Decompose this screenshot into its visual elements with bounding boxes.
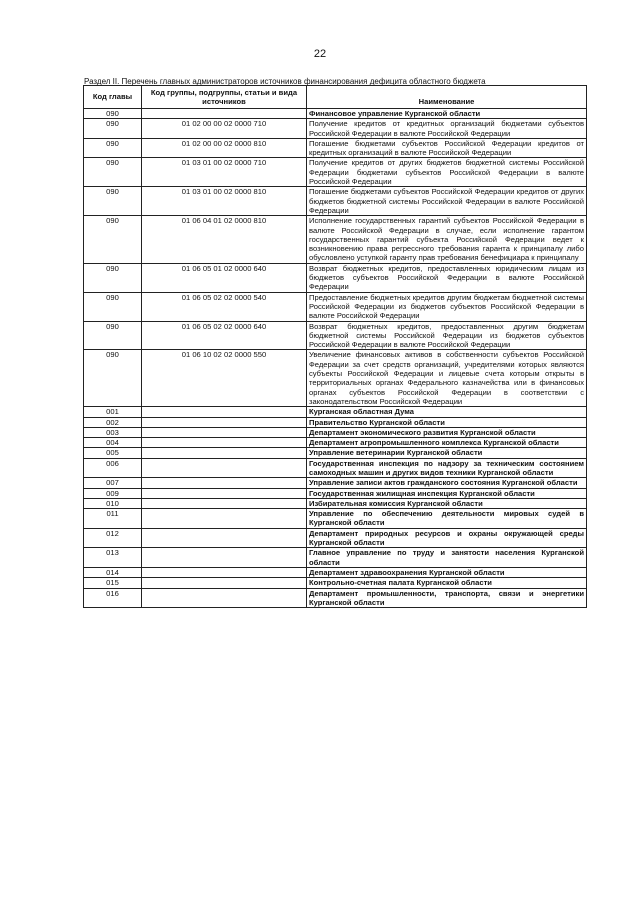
header-name: Наименование bbox=[307, 86, 587, 109]
table-row bbox=[84, 448, 587, 458]
table-row bbox=[84, 438, 587, 448]
administrator-name: Управление ветеринарии Курганской области bbox=[307, 448, 587, 458]
chapter-code: 090 bbox=[84, 321, 142, 350]
administrator-name: Департамент агропромышленного комплекса Курганской области bbox=[307, 438, 587, 448]
administrator-name: Предоставление бюджетных кредитов другим бюджетам бюджетной системы Российской Федерации из бюджетов субъектов Российской Федерации в валюте Российской Федерации bbox=[307, 292, 587, 321]
administrator-name: Департамент природных ресурсов и охраны окружающей среды Курганской области bbox=[307, 528, 587, 548]
source-code bbox=[142, 528, 307, 548]
source-code: 01 02 00 00 02 0000 810 bbox=[142, 138, 307, 158]
chapter-code: 090 bbox=[84, 138, 142, 158]
table-row bbox=[84, 528, 587, 548]
table-row bbox=[84, 138, 587, 158]
table-row bbox=[84, 498, 587, 508]
chapter-code: 090 bbox=[84, 187, 142, 216]
chapter-code: 002 bbox=[84, 417, 142, 427]
source-code bbox=[142, 438, 307, 448]
page-number: 22 bbox=[313, 48, 327, 60]
header-source: Код группы, подгруппы, статьи и вида источников bbox=[142, 86, 307, 109]
table-row bbox=[84, 350, 587, 407]
table-row bbox=[84, 478, 587, 488]
administrator-name: Правительство Курганской области bbox=[307, 417, 587, 427]
table-row bbox=[84, 417, 587, 427]
source-code bbox=[142, 417, 307, 427]
table-row bbox=[84, 458, 587, 478]
chapter-code: 012 bbox=[84, 528, 142, 548]
administrator-name: Главное управление по труду и занятости населения Курганской области bbox=[307, 548, 587, 568]
chapter-code: 014 bbox=[84, 567, 142, 577]
table-row bbox=[84, 321, 587, 350]
section-heading: Раздел II. Перечень главных администраторов источников финансирования дефицита областного бюджета bbox=[84, 77, 486, 86]
source-code bbox=[142, 478, 307, 488]
chapter-code: 090 bbox=[84, 158, 142, 187]
source-code: 01 06 05 02 02 0000 540 bbox=[142, 292, 307, 321]
chapter-code: 090 bbox=[84, 263, 142, 292]
administrator-name: Погашение бюджетами субъектов Российской Федерации кредитов от кредитных организаций в валюте Российской Федерации bbox=[307, 138, 587, 158]
source-code bbox=[142, 578, 307, 588]
administrator-name: Получение кредитов от кредитных организаций бюджетами субъектов Российской Федерации в валюте Российской Федерации bbox=[307, 119, 587, 139]
source-code bbox=[142, 427, 307, 437]
administrator-name: Возврат бюджетных кредитов, предоставленных юридическим лицам из бюджетов субъектов Российской Федерации в валюте Российской Федерации bbox=[307, 263, 587, 292]
table-row bbox=[84, 509, 587, 529]
table-row bbox=[84, 119, 587, 139]
table-row bbox=[84, 263, 587, 292]
chapter-code: 090 bbox=[84, 216, 142, 263]
source-code bbox=[142, 458, 307, 478]
administrator-name: Государственная инспекция по надзору за техническим состоянием самоходных машин и других видов техники Курганской области bbox=[307, 458, 587, 478]
administrator-name: Увеличение финансовых активов в собственности субъектов Российской Федерации за счет средств организаций, учредителями которых являются субъекты Российской Федерации и лицевые счета которым открыты в территориальных органах Федерального казначейства или в финансовых органах субъектов Российской Федерации в соответствии с законодательством Российской Федерации bbox=[307, 350, 587, 407]
administrator-name: Исполнение государственных гарантий субъектов Российской Федерации в валюте Российской Федерации в случае, если исполнение гарантом государственных гарантий субъекта Российской Федерации ведет к возникновению права регрессного требования гаранта к принципалу либо обусловлено уступкой гаранту прав требования бенефициара к принципалу bbox=[307, 216, 587, 263]
chapter-code: 090 bbox=[84, 350, 142, 407]
table-row bbox=[84, 187, 587, 216]
chapter-code: 090 bbox=[84, 109, 142, 119]
chapter-code: 013 bbox=[84, 548, 142, 568]
administrator-name: Финансовое управление Курганской области bbox=[307, 109, 587, 119]
administrator-name: Курганская областная Дума bbox=[307, 407, 587, 417]
source-code bbox=[142, 498, 307, 508]
source-code bbox=[142, 548, 307, 568]
source-code bbox=[142, 448, 307, 458]
source-code bbox=[142, 567, 307, 577]
source-code bbox=[142, 109, 307, 119]
chapter-code: 007 bbox=[84, 478, 142, 488]
table-row bbox=[84, 567, 587, 577]
table-row bbox=[84, 427, 587, 437]
source-code bbox=[142, 509, 307, 529]
chapter-code: 005 bbox=[84, 448, 142, 458]
administrator-name: Возврат бюджетных кредитов, предоставленных другим бюджетам бюджетной системы Российской Федерации из бюджетов субъектов Российской Федерации в валюте Российской Федерации bbox=[307, 321, 587, 350]
table-row bbox=[84, 407, 587, 417]
table-body bbox=[84, 109, 587, 608]
source-code: 01 06 05 01 02 0000 640 bbox=[142, 263, 307, 292]
administrator-name: Департамент экономического развития Курганской области bbox=[307, 427, 587, 437]
administrator-name: Государственная жилищная инспекция Курганской области bbox=[307, 488, 587, 498]
administrator-name: Департамент промышленности, транспорта, связи и энергетики Курганской области bbox=[307, 588, 587, 608]
source-code bbox=[142, 407, 307, 417]
chapter-code: 016 bbox=[84, 588, 142, 608]
header-code: Код главы bbox=[84, 86, 142, 109]
source-code: 01 06 05 02 02 0000 640 bbox=[142, 321, 307, 350]
table-row bbox=[84, 216, 587, 263]
table-header-row bbox=[84, 86, 587, 109]
administrator-name: Погашение бюджетами субъектов Российской Федерации кредитов от других бюджетов бюджетной системы Российской Федерации в валюте Российской Федерации bbox=[307, 187, 587, 216]
source-code: 01 02 00 00 02 0000 710 bbox=[142, 119, 307, 139]
administrator-name: Контрольно-счетная палата Курганской области bbox=[307, 578, 587, 588]
table-row bbox=[84, 292, 587, 321]
table-row bbox=[84, 488, 587, 498]
chapter-code: 006 bbox=[84, 458, 142, 478]
chapter-code: 010 bbox=[84, 498, 142, 508]
chapter-code: 003 bbox=[84, 427, 142, 437]
administrator-name: Департамент здравоохранения Курганской области bbox=[307, 567, 587, 577]
source-code: 01 03 01 00 02 0000 710 bbox=[142, 158, 307, 187]
table-row bbox=[84, 578, 587, 588]
source-code bbox=[142, 488, 307, 498]
chapter-code: 009 bbox=[84, 488, 142, 498]
chapter-code: 015 bbox=[84, 578, 142, 588]
source-code bbox=[142, 588, 307, 608]
administrator-name: Избирательная комиссия Курганской области bbox=[307, 498, 587, 508]
source-code: 01 06 10 02 02 0000 550 bbox=[142, 350, 307, 407]
chapter-code: 090 bbox=[84, 119, 142, 139]
chapter-code: 011 bbox=[84, 509, 142, 529]
chapter-code: 004 bbox=[84, 438, 142, 448]
chapter-code: 001 bbox=[84, 407, 142, 417]
chapter-code: 090 bbox=[84, 292, 142, 321]
table-row bbox=[84, 109, 587, 119]
table-row bbox=[84, 548, 587, 568]
source-code: 01 03 01 00 02 0000 810 bbox=[142, 187, 307, 216]
table-row bbox=[84, 158, 587, 187]
table-row bbox=[84, 588, 587, 608]
administrator-name: Получение кредитов от других бюджетов бюджетной системы Российской Федерации бюджетами субъектов Российской Федерации в валюте Российской Федерации bbox=[307, 158, 587, 187]
administrator-name: Управление по обеспечению деятельности мировых судей в Курганской области bbox=[307, 509, 587, 529]
administrators-table bbox=[83, 85, 587, 608]
administrator-name: Управление записи актов гражданского состояния Курганской области bbox=[307, 478, 587, 488]
source-code: 01 06 04 01 02 0000 810 bbox=[142, 216, 307, 263]
